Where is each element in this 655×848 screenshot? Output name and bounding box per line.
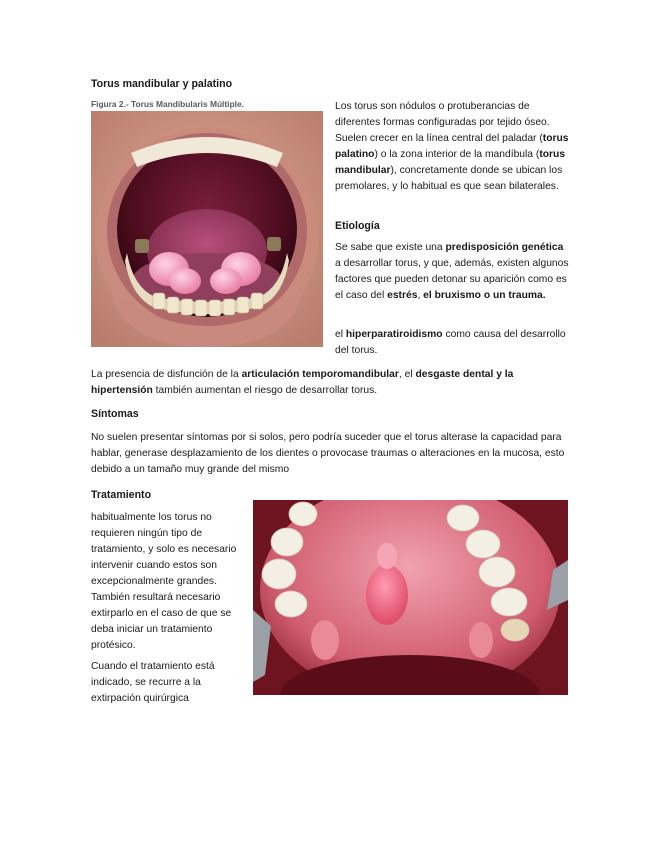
sintomas-heading: Síntomas (91, 408, 139, 420)
sintomas-paragraph: No suelen presentar síntomas por si solos, pero podría suceder que el torus alterase la capacidad para hablar, generase desplazamiento de los dientes o provocase traumas o alteraciones en la mucosa, esto debido a un tamaño muy grande del mismo (91, 432, 565, 475)
figure-caption: Figura 2.- Torus Mandibularis Múltiple. (91, 99, 244, 109)
tratamiento-paragraph-2: Cuando el tratamiento está indicado, se recurre a la extirpación quirúrgica (91, 661, 215, 704)
etiologia-heading: Etiología (335, 220, 380, 232)
etiologia-paragraph-2: el hiperparatiroidismo como causa del desarrollo del torus. (335, 329, 566, 356)
etiologia-paragraph-1: Se sabe que existe una predisposición genética a desarrollar torus, y que, además, existen algunos factores que pueden detonar su aparición como es el caso del estrés, el bruxismo o un trauma. (335, 242, 569, 301)
palatal-torus-photo (253, 500, 568, 695)
tratamiento-paragraph-1: habitualmente los torus no requieren ningún tipo de tratamiento, y solo es necesario intervenir cuando estos son excepcionalmente grandes. También resultará necesario extirparlo en el caso de que se deba iniciar un tratamiento protésico. (91, 512, 237, 651)
section-title: Torus mandibular y palatino (91, 78, 233, 90)
intro-paragraph: Los torus son nódulos o protuberancias de diferentes formas configuradas por tejido óseo. Suelen crecer en la línea central del paladar (torus palatino) o la zona interior de la mandíbula (torus mandibular), concretamente donde se ubican los premolares, y lo habitual es que sean bilaterales. (335, 101, 569, 192)
tratamiento-heading: Tratamiento (91, 489, 152, 501)
risk-factors-paragraph: La presencia de disfunción de la articulación temporomandibular, el desgaste dental y la hipertensión también aumentan el riesgo de desarrollar torus. (91, 369, 514, 396)
mandibular-torus-photo (91, 111, 323, 347)
